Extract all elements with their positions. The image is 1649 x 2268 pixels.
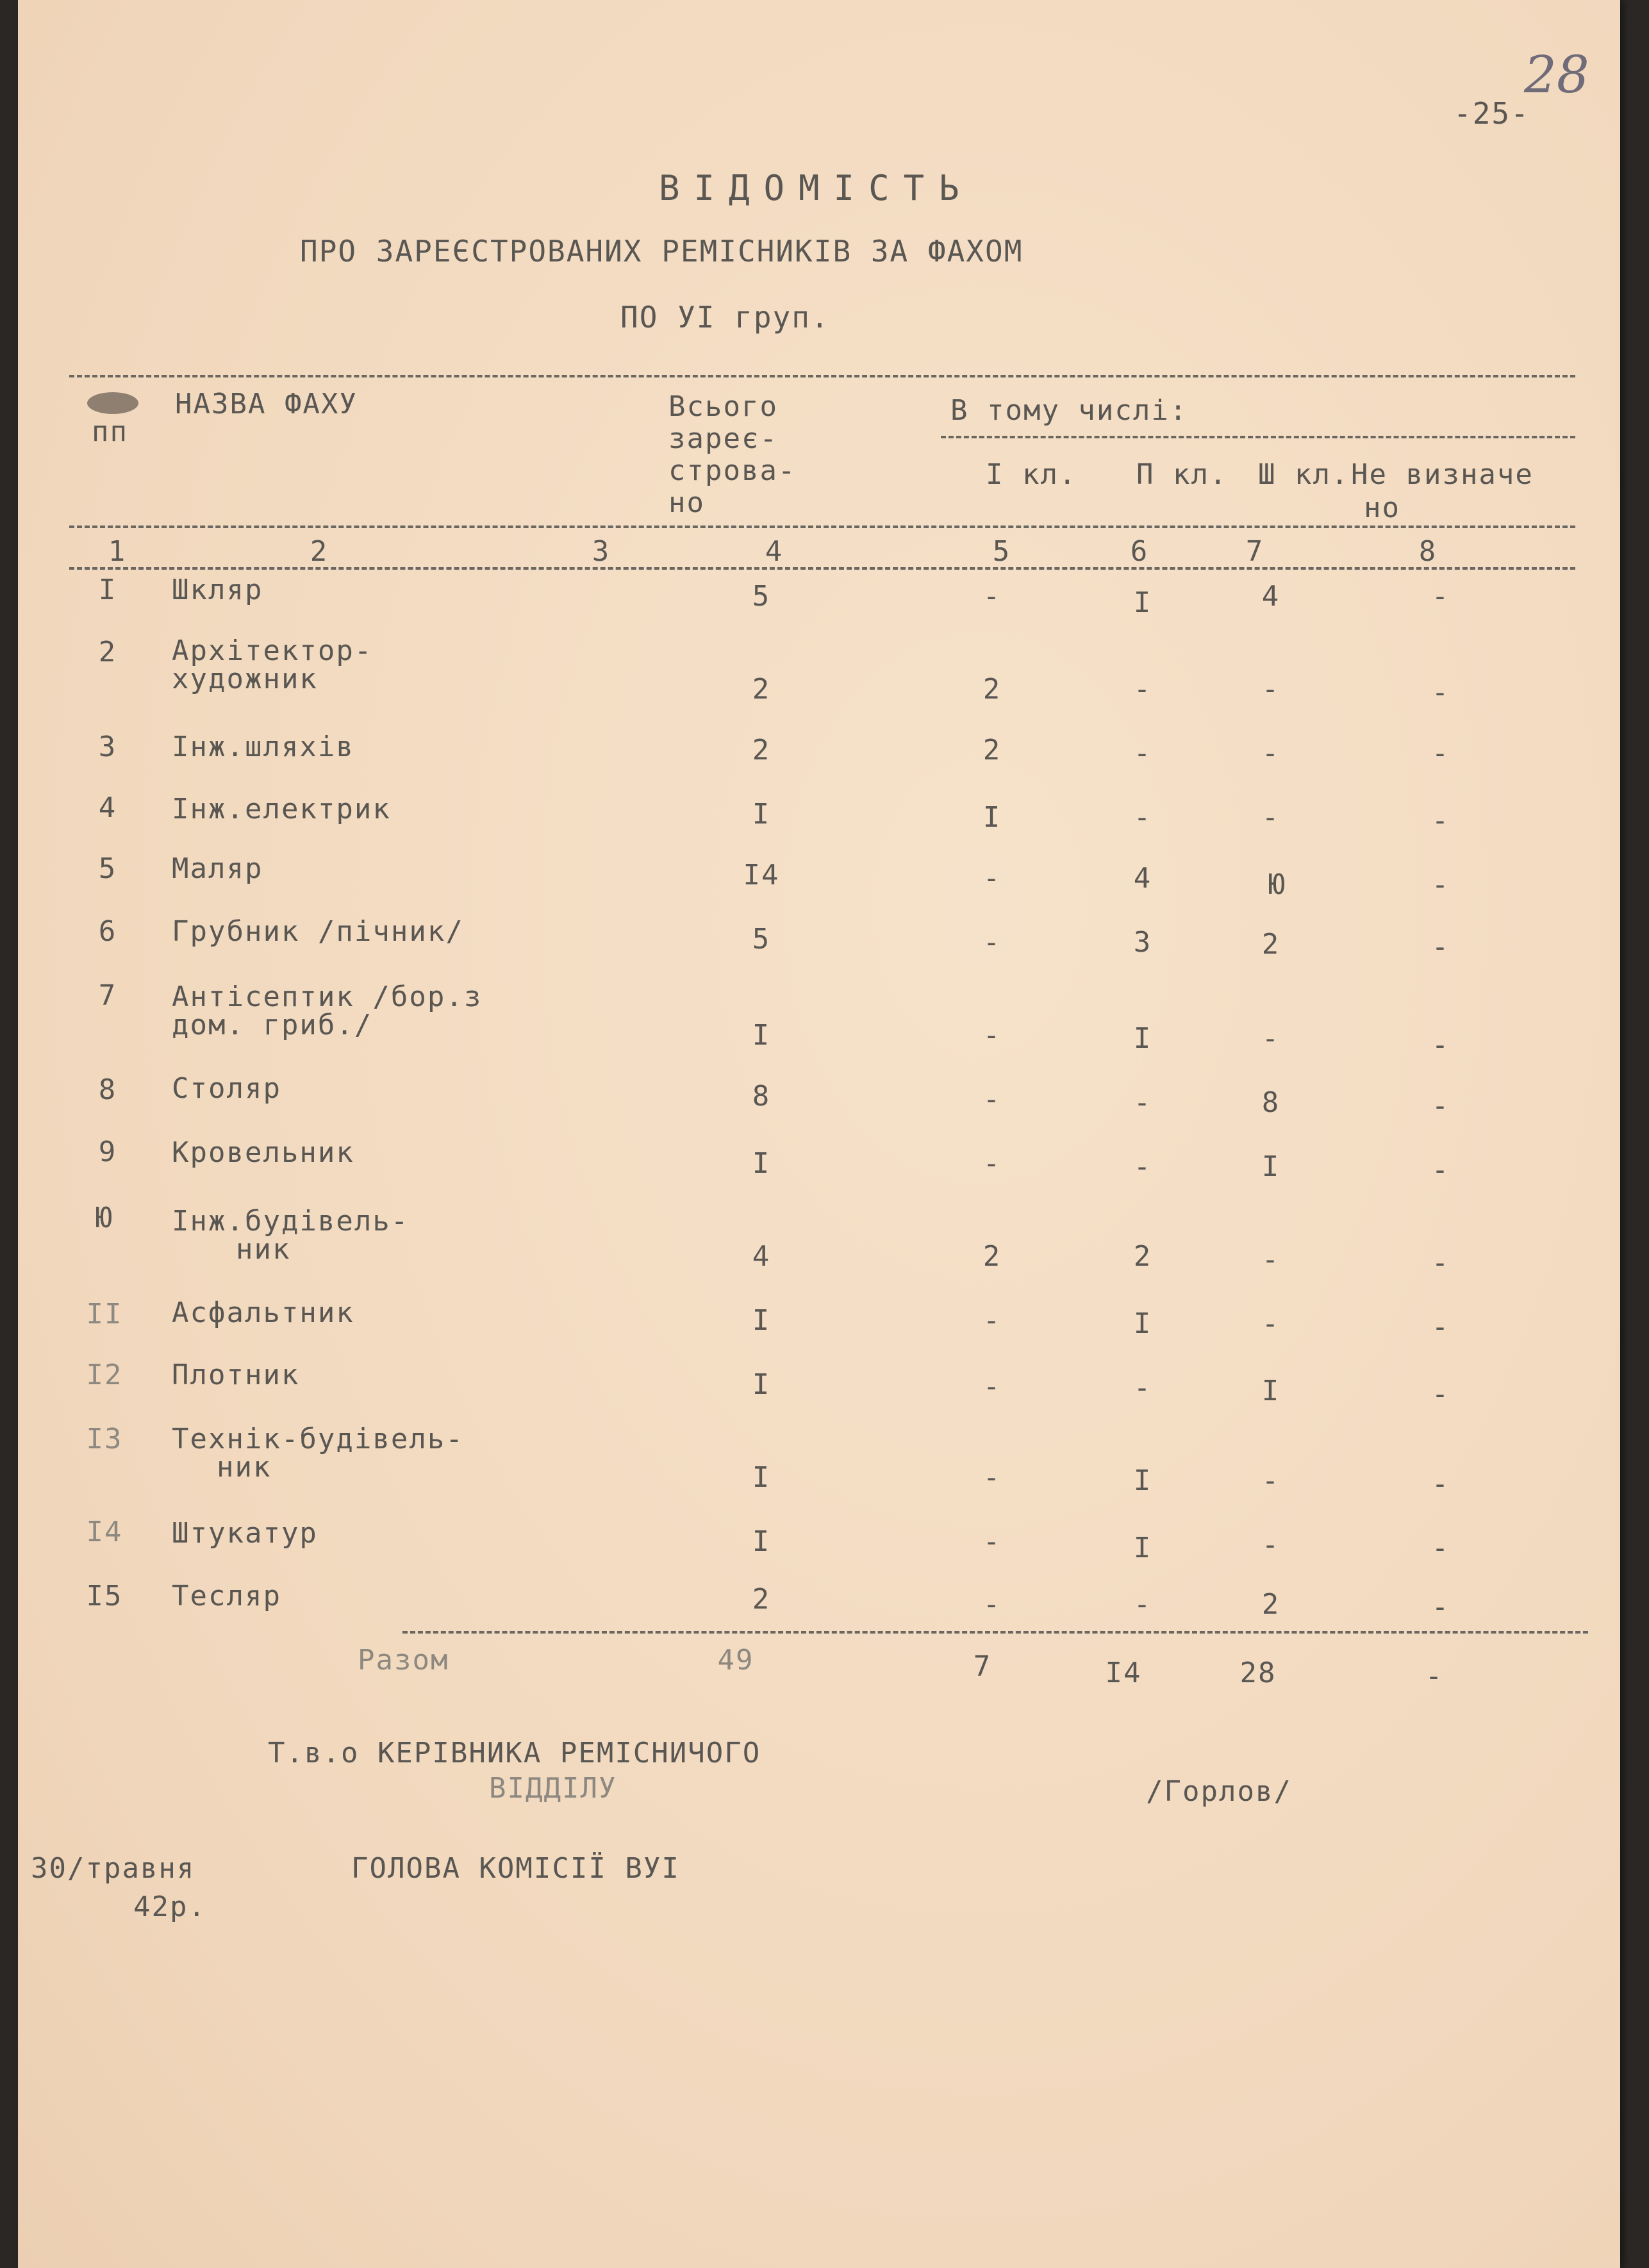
header-top-rule [69,375,1575,377]
totals-rule [402,1631,1588,1634]
document-page: -25- 28 ВІДОМІСТЬ ПРО ЗАРЕЄСТРОВАНИХ РЕМІСНИКІВ ЗА ФАХОМ ПО УІ груп. пп НАЗВА ФАХУ Всього зареє- строва- но В тому числі: І кл. П кл. Ш кл. Не визначе но 1 2 3 4 5 6 7 8 І Шкляр 5 - І 4 - 2 Архітектор- художник 2 2 - - - 3 Інж.шляхів 2 2 - - - 4 Інж.електрик І І - - - 5 Маляр І4 - 4 Ю - 6 Грубник /пічник/ 5 - 3 2 - 7 Антісептик /бор.з дом. гриб./ І - І - - 8 Столяр 8 - - 8 - 9 Кровельник І - - І - Ю Інж.будівель- ник 4 2 2 - - ІІ Асфальтник І - І - - І2 Плотник І - - І - І3 Технік-будівель- ник І - І - - І4 Штукатур І - І - - І5 Тесляр 2 - - 2 - Разом 49 7 І4 28 - Т.в.о КЕРІВНИКА РЕМІСНИЧОГО ВІДДІЛУ /Горлов/ 30/травня 42р. ГОЛОВА КОМІСІЇ ВУІ [18,0,1620,2268]
page-number: -25- [1454,96,1530,131]
header-class3: Ш кл. [1258,458,1350,491]
header-class1: І кл. [986,458,1077,491]
header-class2: П кл. [1136,458,1228,491]
commission-chair: ГОЛОВА КОМІСІЇ ВУІ [351,1852,680,1885]
header-num: пп [92,415,128,448]
document-title: ВІДОМІСТЬ [659,168,974,208]
document-date: 30/травня [31,1852,195,1885]
signature-name: /Горлов/ [1146,1775,1292,1808]
header-bottom-rule [69,567,1575,570]
document-date-year: 42р. [133,1891,206,1923]
ink-blot [87,392,138,414]
signature-role: Т.в.о КЕРІВНИКА РЕМІСНИЧОГО [268,1737,761,1769]
document-subtitle-group: ПО УІ груп. [620,300,830,335]
signature-role-department: ВІДДІЛУ [489,1772,617,1805]
header-including: В тому числі: [950,394,1188,427]
archive-number: 28 [1524,45,1589,104]
header-sub-rule [941,436,1575,438]
header-mid-rule [69,526,1575,528]
header-name: НАЗВА ФАХУ [175,388,358,420]
header-total: Всього зареє- строва- но [668,390,797,519]
header-undefined: Не визначе но [1351,458,1534,524]
document-subtitle: ПРО ЗАРЕЄСТРОВАНИХ РЕМІСНИКІВ ЗА ФАХОМ [300,234,1023,269]
